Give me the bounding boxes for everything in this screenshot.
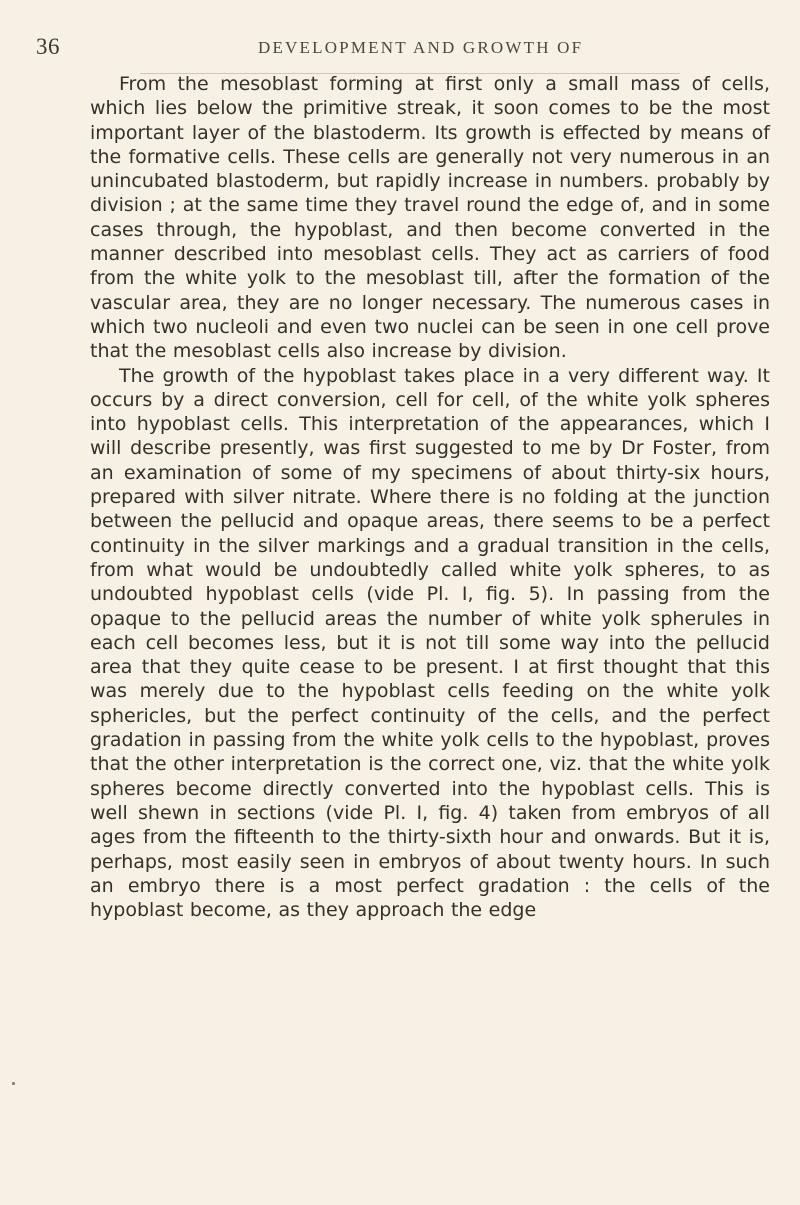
page-number: 36	[36, 34, 60, 59]
paragraph: From the mesoblast forming at first only a small mass of cells, which lies below the primitive streak, it soon comes to be the most important layer of the blastoderm. Its growth is effected by means of the formative cells. These cells are generally not very numerous in an unincubated blastoderm, but rapidly increase in numbers. probably by division ; at the same time they travel round the edge of, and in some cases through, the hypoblast, and then become converted in the manner described into mesoblast cells. They act as carriers of food from the white yolk to the mesoblast till, after the formation of the vascular area, they are no longer necessary. The numerous cases in which two nucleoli and even two nuclei can be seen in one cell prove that the mesoblast cells also increase by division.	[90, 73, 770, 363]
margin-speck	[12, 1082, 15, 1085]
body-text	[90, 72, 770, 922]
paragraph: The growth of the hypoblast takes place in a very different way. It occurs by a direct conversion, cell for cell, of the white yolk spheres into hypoblast cells. This interpretation of the appearances, which I will describe presently, was first suggested to me by Dr Foster, from an examination of some of my specimens of about thirty-six hours, prepared with silver nitrate. Where there is no folding at the junction between the pellucid and opaque areas, there seems to be a perfect continuity in the silver markings and a gradual transition in the cells, from what would be undoubtedly called white yolk spheres, to as undoubted hypoblast cells (vide Pl. I, fig. 5). In passing from the opaque to the pellucid areas the number of white yolk spherules in each cell becomes less, but it is not till some way into the pellucid area that they quite cease to be present. I at first thought that this was merely due to the hypoblast cells feeding on the white yolk sphericles, but the perfect continuity of the cells, and the perfect gradation in passing from the white yolk cells to the hypoblast, proves that the other interpretation is the correct one, viz. that the white yolk spheres become directly converted into the hypoblast cells. This is well shewn in sections (vide Pl. I, fig. 4) taken from embryos of all ages from the fifteenth to the thirty-sixth hour and onwards. But it is, perhaps, most easily seen in embryos of about twenty hours. In such an embryo there is a most perfect gradation : the cells of the hypoblast become, as they approach the edge	[90, 364, 770, 922]
running-title: DEVELOPMENT AND GROWTH OF	[258, 38, 584, 57]
page-header	[36, 34, 776, 64]
